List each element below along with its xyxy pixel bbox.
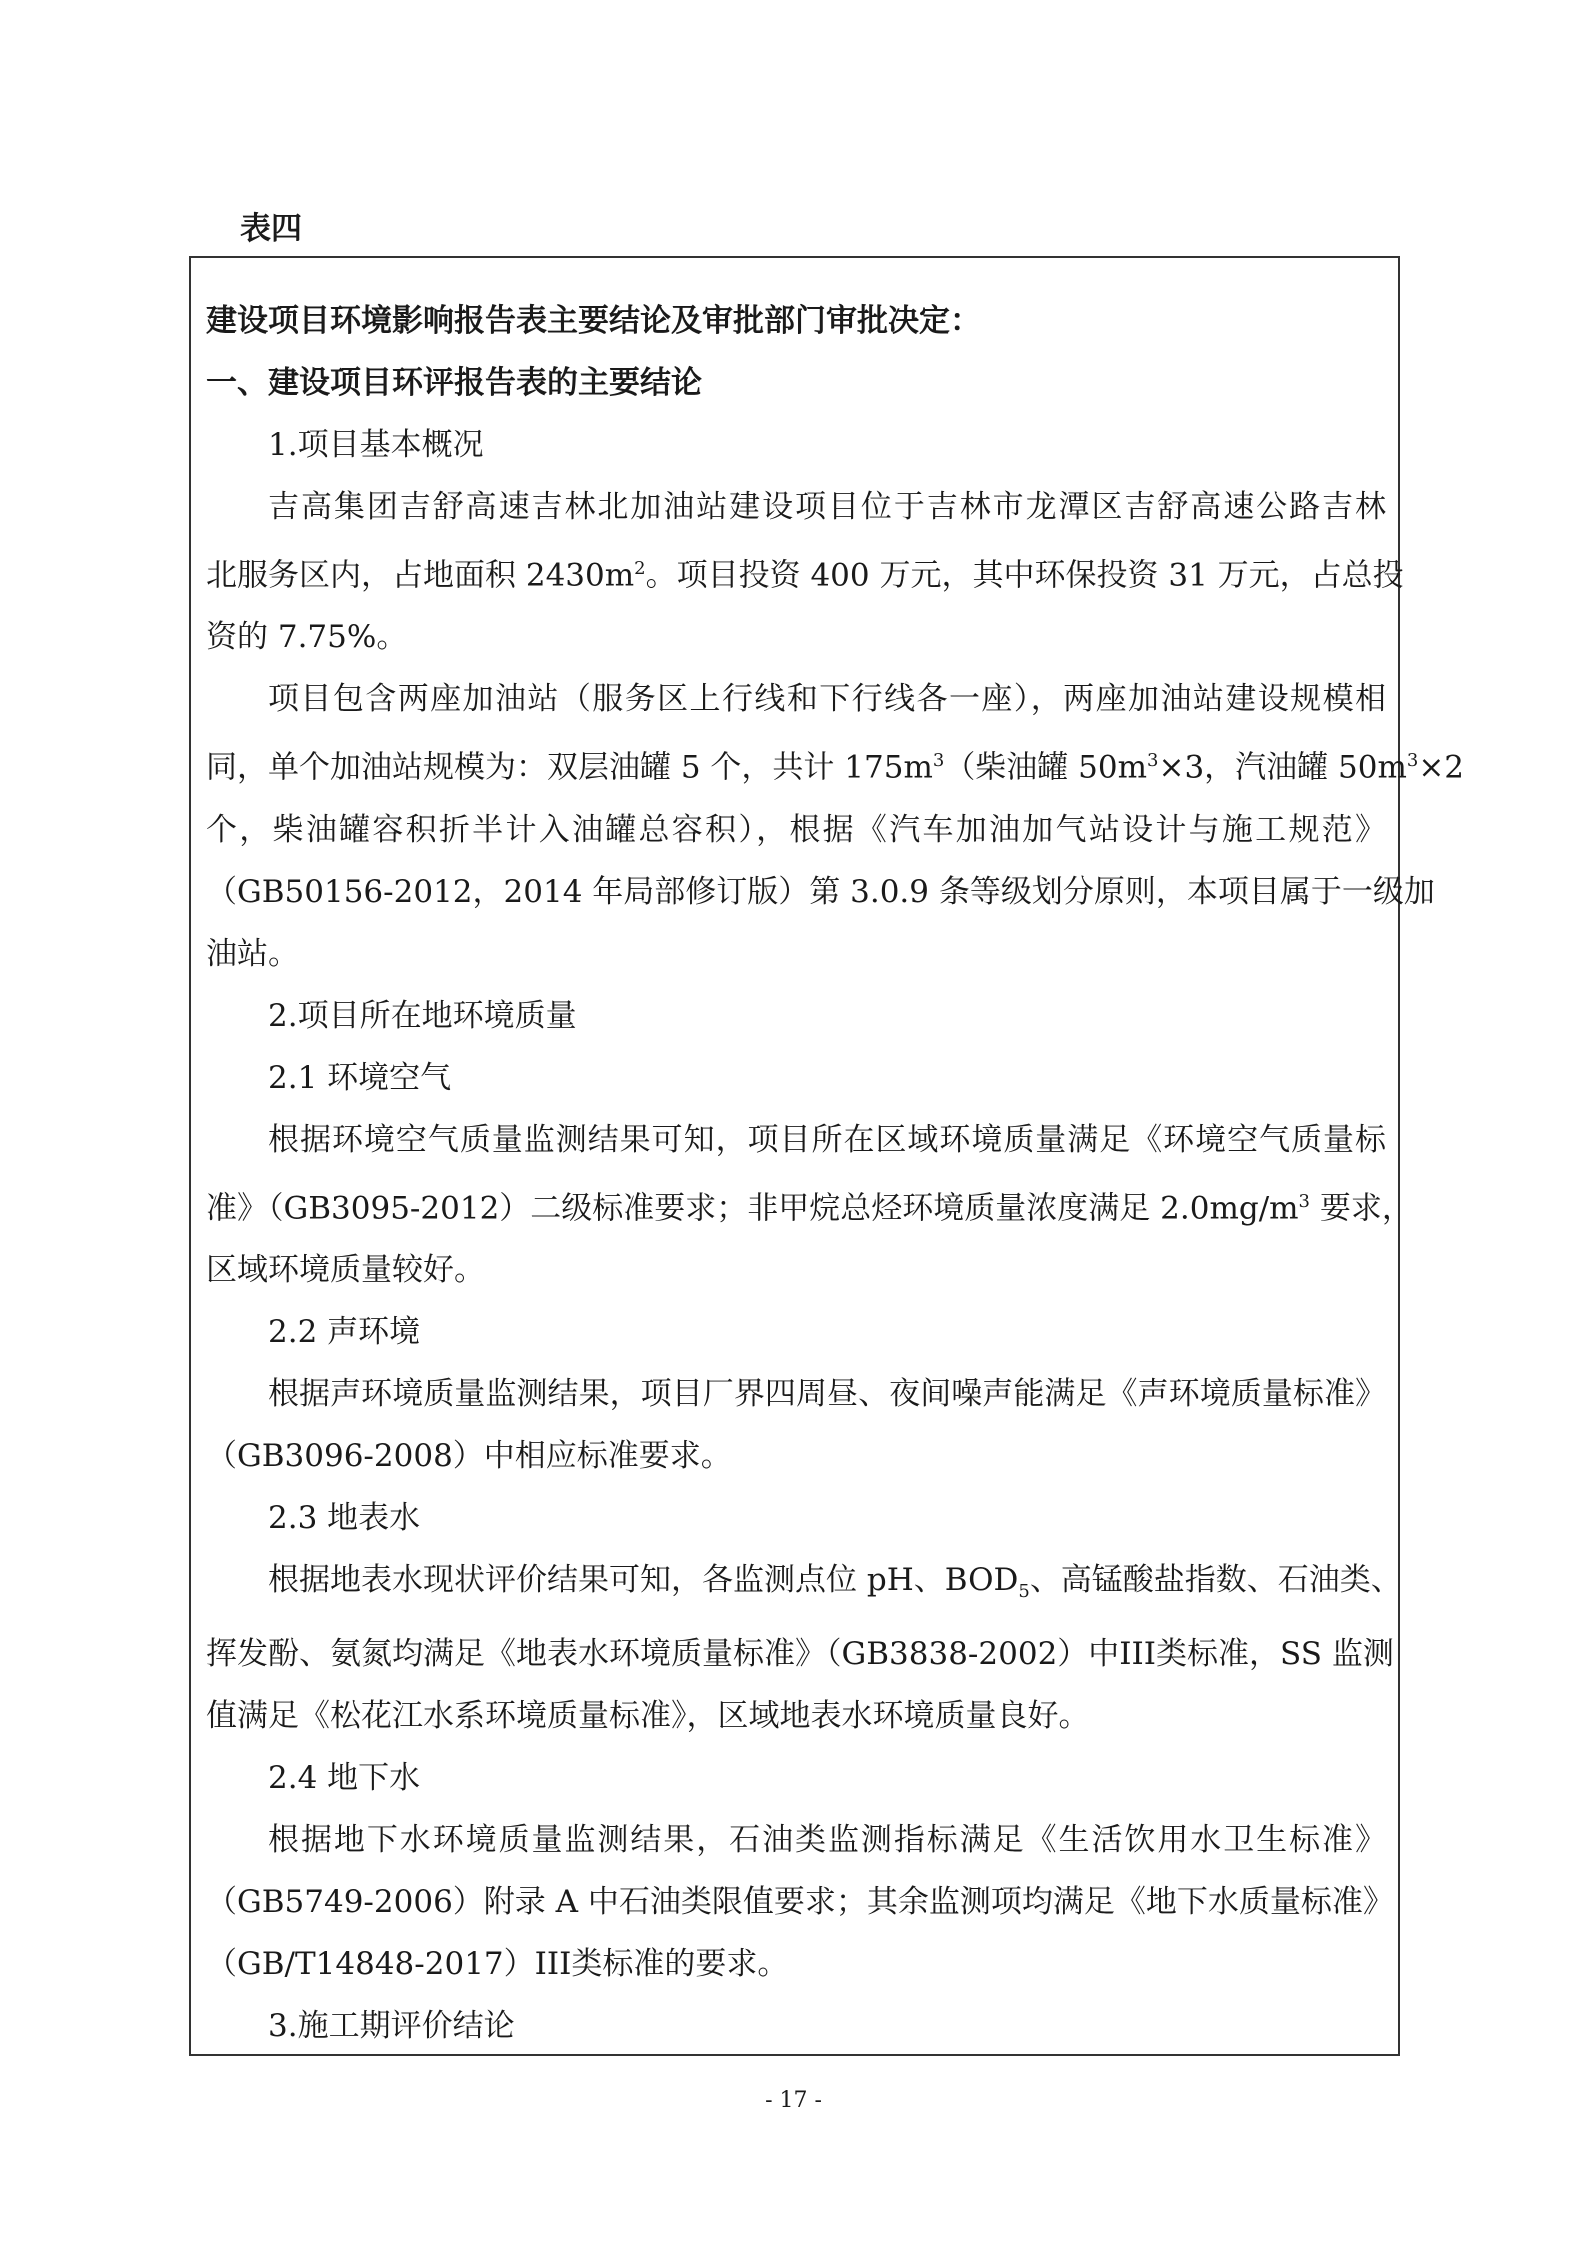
paragraph-line: 根据环境空气质量监测结果可知，项目所在区域环境质量满足《环境空气质量标 xyxy=(268,1121,1386,1158)
subsection-title: 2.4 地下水 xyxy=(268,1760,421,1797)
table-label: 表四 xyxy=(240,211,302,247)
paragraph-line: 个，柴油罐容积折半计入油罐总容积），根据《汽车加油加气站设计与施工规范》 xyxy=(206,811,1386,848)
paragraph-line: 项目包含两座加油站（服务区上行线和下行线各一座），两座加油站建设规模相 xyxy=(268,681,1386,718)
subsection-title: 2.3 地表水 xyxy=(268,1499,421,1536)
paragraph-line: 准》（GB3095-2012）二级标准要求；非甲烷总烃环境质量浓度满足 $2.0mg/m^3$ 要求， xyxy=(206,1189,1413,1226)
paragraph-line: 根据声环境质量监测结果，项目厂界四周昼、夜间噪声能满足《声环境质量标准》 xyxy=(268,1375,1386,1412)
paragraph-line: 根据地下水环境质量监测结果，石油类监测指标满足《生活饮用水卫生标准》 xyxy=(268,1822,1386,1859)
paragraph-line: （GB/T14848-2017）III类标准的要求。 xyxy=(206,1946,789,1983)
paragraph-line: 区域环境质量较好。 xyxy=(206,1251,485,1288)
page-number: - 17 - xyxy=(765,2088,822,2113)
paragraph-line: 根据地表水现状评价结果可知，各监测点位 pH、$BOD_5$、高锰酸盐指数、石油类、 xyxy=(268,1561,1402,1603)
paragraph-line: 资的 7.75%。 xyxy=(206,619,408,656)
paragraph-line: 吉高集团吉舒高速吉林北加油站建设项目位于吉林市龙潭区吉舒高速公路吉林 xyxy=(268,489,1386,525)
paragraph-line: 挥发酚、氨氮均满足《地表水环境质量标准》（GB3838-2002）中III类标准，SS 监测 xyxy=(206,1636,1394,1673)
section-heading: 一、建设项目环评报告表的主要结论 xyxy=(206,365,702,401)
document-body xyxy=(206,290,1465,2057)
paragraph-line: （GB50156-2012，2014 年局部修订版）第 3.0.9 条等级划分原则，本项目属于一级加 xyxy=(206,873,1435,910)
paragraph-line: （GB3096-2008）中相应标准要求。 xyxy=(206,1437,732,1474)
paragraph-line: 油站。 xyxy=(206,935,299,972)
subsection-title: 2.1 环境空气 xyxy=(268,1059,452,1096)
paragraph-line: （GB5749-2006）附录 A 中石油类限值要求；其余监测项均满足《地下水质量标准》 xyxy=(206,1884,1394,1921)
section-heading: 建设项目环境影响报告表主要结论及审批部门审批决定： xyxy=(206,303,981,339)
subsection-title: 3.施工期评价结论 xyxy=(268,2008,515,2045)
paragraph-line: 北服务区内，占地面积 $2430m^2$。项目投资 400 万元，其中环保投资 31 万元，占总投 xyxy=(206,557,1404,594)
subsection-title: 1.项目基本概况 xyxy=(268,427,484,463)
paragraph-line: 同，单个加油站规模为：双层油罐 5 个，共计 $175m^3$（柴油罐 $50m^3\times 3$，汽油罐 $50m^3\times 2$ xyxy=(206,749,1465,786)
subsection-title: 2.2 声环境 xyxy=(268,1313,421,1350)
subsection-title: 2.项目所在地环境质量 xyxy=(268,997,577,1034)
paragraph-line: 值满足《松花江水系环境质量标准》，区域地表水环境质量良好。 xyxy=(206,1698,1090,1735)
